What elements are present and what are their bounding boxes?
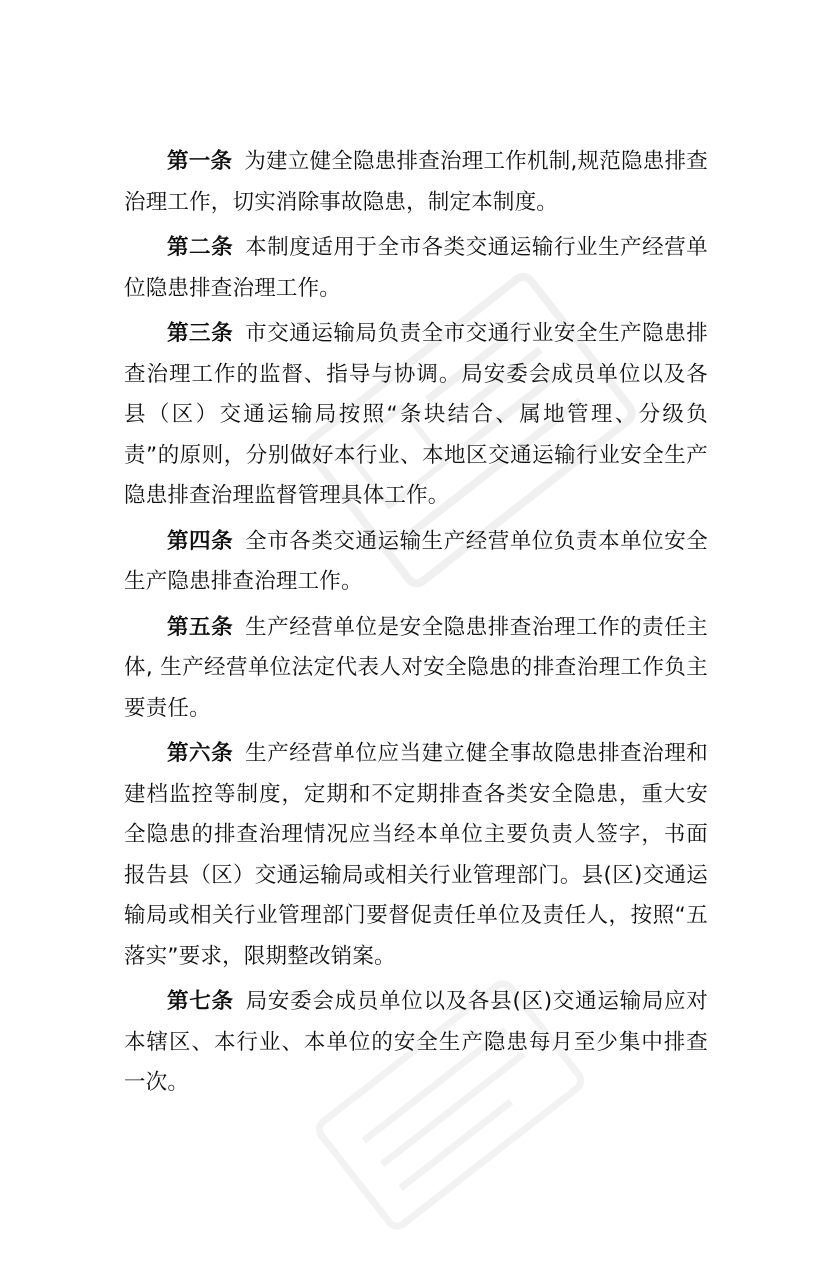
article-title: 第一条 [167,149,233,174]
article-title: 第六条 [167,741,234,766]
article-paragraph [124,314,708,517]
article-text: 本制度适用于全市各类交通运输行业生产经营单位隐患排查治理工作。 [124,235,708,301]
article-title: 第七条 [167,989,234,1014]
article-paragraph [124,608,708,730]
article-text: 局安委会成员单位以及各县(区)交通运输局应对本辖区、本行业、本单位的安全生产隐患每月至少集中排查一次。 [124,989,708,1095]
article-text: 全市各类交通运输生产经营单位负责本单位安全生产隐患排查治理工作。 [124,528,708,594]
article-paragraph [124,734,708,977]
article-text: 生产经营单位应当建立健全事故隐患排查治理和建档监控等制度，定期和不定期排查各类安全隐患，重大安全隐患的排查治理情况应当经本单位主要负责人签字，书面报告县（区）交通运输局或相关行业管理部门。县(区)交通运输局或相关行业管理部门要督促责任单位及责任人，按照“五落实”要求，限期整改销案。 [124,741,708,969]
article-title: 第三条 [167,321,234,346]
article-title: 第二条 [167,235,234,260]
document-body [124,142,708,1109]
article-paragraph [124,522,708,603]
article-title: 第四条 [167,528,234,554]
article-paragraph [124,982,708,1104]
article-title: 第五条 [167,614,234,640]
article-text: 生产经营单位是安全隐患排查治理工作的责任主体, 生产经营单位法定代表人对安全隐患的排查治理工作负主要责任。 [124,614,708,721]
article-text: 市交通运输局负责全市交通行业安全生产隐患排查治理工作的监督、指导与协调。局安委会成员单位以及各县（区）交通运输局按照“条块结合、属地管理、分级负责”的原则，分别做好本行业、本地区交通运输行业安全生产隐患排查治理监督管理具体工作。 [124,321,708,508]
article-text: 为建立健全隐患排查治理工作机制,规范隐患排查治理工作，切实消除事故隐患，制定本制度。 [124,149,708,215]
article-paragraph [124,228,708,309]
article-paragraph [124,142,708,223]
